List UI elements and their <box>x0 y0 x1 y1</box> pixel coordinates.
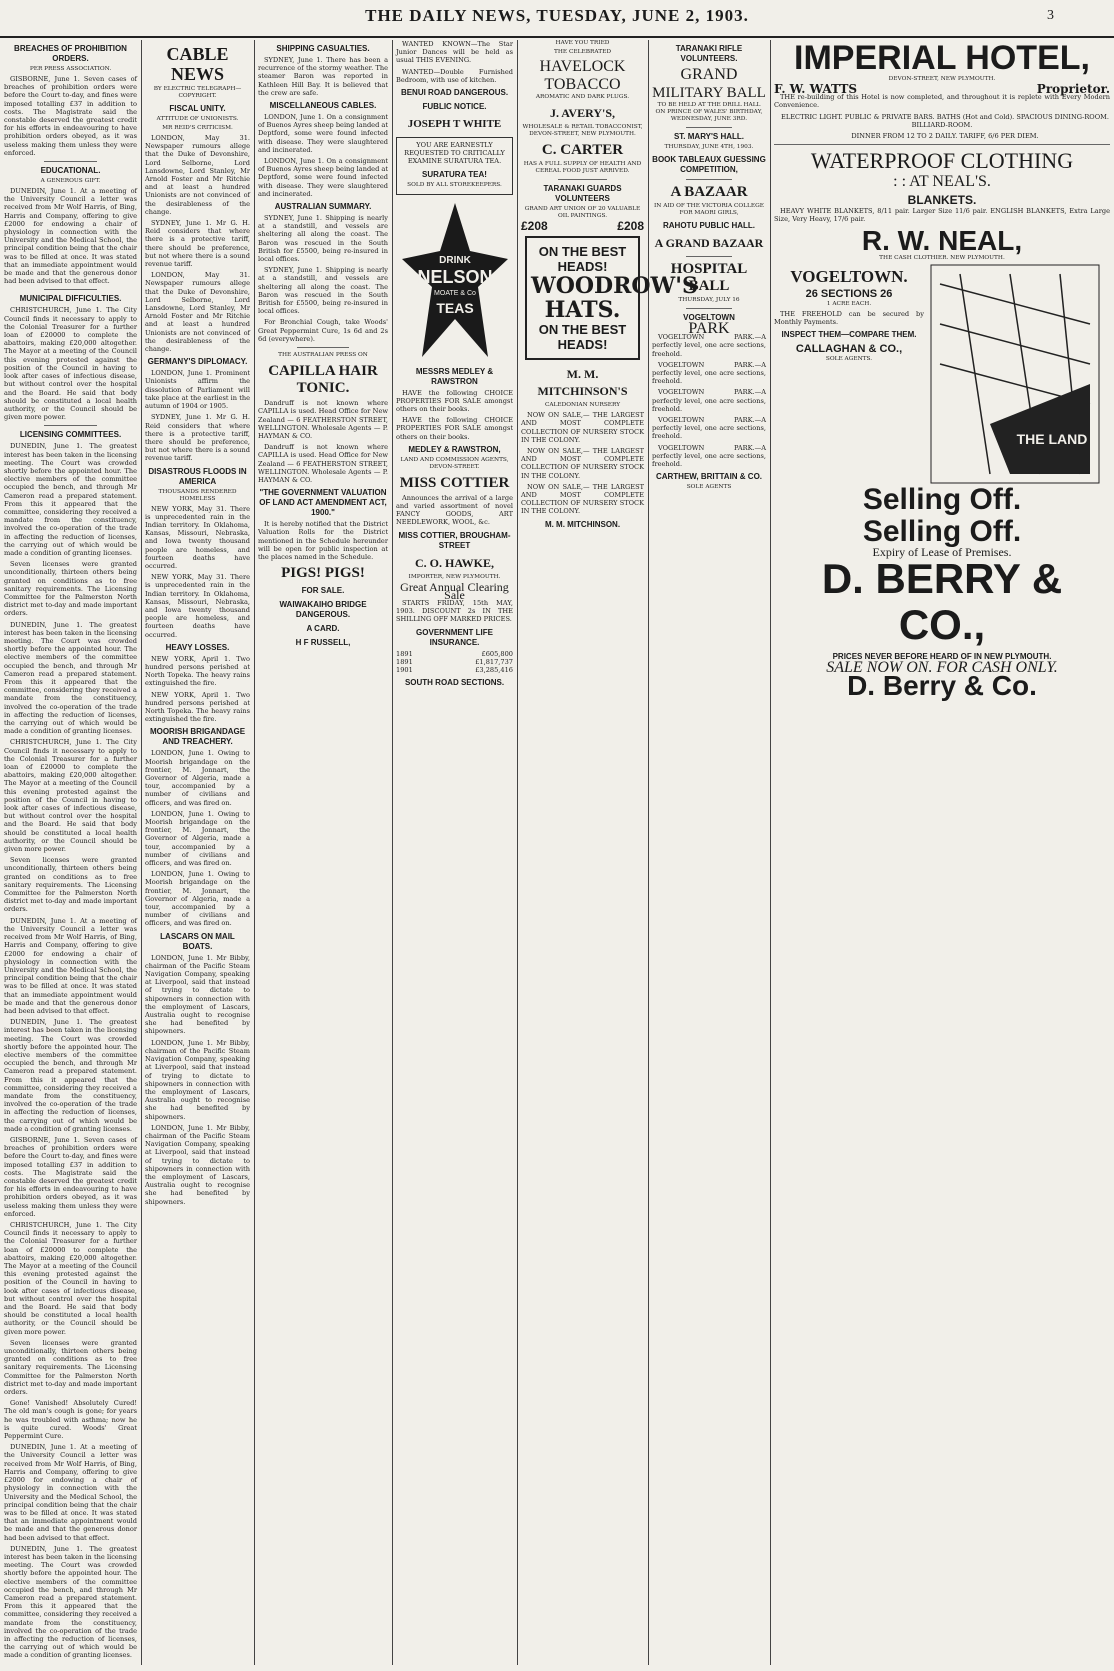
woodrow-hats-ad <box>525 236 698 360</box>
funds-year: 1891 <box>396 657 413 666</box>
column-5 <box>521 40 698 1665</box>
funds-amount: £3,285,416 <box>475 666 513 675</box>
column-rule <box>770 40 771 1665</box>
ad-caption: DEVON-STREET, NEW PLYMOUTH. <box>888 76 996 82</box>
vogeltown-map <box>930 264 1100 484</box>
suratura-ad <box>396 137 513 195</box>
masthead <box>0 0 1114 38</box>
ad-title: Selling Off. <box>862 514 1022 548</box>
column-2 <box>145 40 250 1665</box>
article-text: LONDON, June 1. On a consignment of Buenos Ayres sheep being landed at Deptford, some were found infected with disease. They were slaughtered and incinerated. <box>258 113 388 154</box>
proprietor-label: Proprietor. <box>1036 82 1110 96</box>
ad-title: RAHOTU PUBLIC HALL. <box>663 221 755 230</box>
ad-title: MISS COTTIER, BROUGHAM-STREET <box>398 530 511 550</box>
signature: H F RUSSELL, <box>295 638 351 648</box>
page-number: 3 <box>1047 8 1054 23</box>
ad-title: 26 SECTIONS 26 <box>805 287 893 300</box>
article-text: DUNEDIN, June 1. At a meeting of the University Council a letter was received from Mr Wolf Harris, of Bing, Harris and Company, offering to give £2000 for endowing a chair of physiology in connection with the University and the Medical School, the principal condition being that the chair was to be filled at once. It was stated that an immediate appointment would be made and that the generous donor had been advised to that effect. <box>4 1443 137 1542</box>
hat-brand: WOODROW'S HATS. <box>531 273 698 324</box>
headline: HEAVY LOSSES. <box>165 642 230 652</box>
ad-title: HOSPITAL BALL <box>670 261 748 294</box>
article-text: DUNEDIN, June 1. At a meeting of the University Council a letter was received from Mr Wolf Harris, of Bing, Harris and Company, offering to give £2000 for endowing a chair of physiology in connection with the University and the Medical School, the principal condition being that the chair was to be filled at once. It was stated that an immediate appointment would be made and that the generous donor had been advised to that effect. <box>4 187 137 286</box>
article-text: NEW YORK, May 31. There is unprecedented rain in the Indian territory. In Oklahoma, Kansas, Missouri, Nebraska, and Iowa twenty thousand people are homeless, and fourteen deaths have occurred. <box>145 573 250 639</box>
ad-title: Great Annual Clearing Sale <box>400 579 509 602</box>
nelson-label: NELSON <box>416 266 493 287</box>
headline: MUNICIPAL DIFFICULTIES. <box>19 294 122 304</box>
headline: MISCELLANEOUS CABLES. <box>269 101 377 111</box>
drink-label: DRINK <box>438 254 471 266</box>
ad-text: STARTS FRIDAY, 15th MAY, 1903. DISCOUNT 2s IN THE SHILLING OFF MARKED PRICES. <box>396 599 513 624</box>
nelson-teas-star-logo <box>400 201 510 361</box>
ad-text: HAVE the following CHOICE PROPERTIES FOR SALE amongst others on their books. <box>396 416 513 441</box>
notice-title: "THE GOVERNMENT VALUATION OF LAND ACT AMENDMENT ACT, 1900." <box>259 488 387 518</box>
ad-title: HAVELOCK <box>539 58 626 75</box>
article-text: DUNEDIN, June 1. The greatest interest has been taken in the licensing meeting. The Court was crowded shortly before the appointed hour. The elective members of the committee occupied the bench, and through Mr Cameron read a prepared statement. From this it appeared that the committee, considering they received a mandate from the constituency, involved the co-operation of the trade in affecting the reduction of licenses, the carrying out of which would be made a condition of granting licenses. <box>4 620 137 736</box>
ad-title: MEDLEY & RAWSTRON, <box>408 444 501 454</box>
ad-title: MESSRS MEDLEY & RAWSTRON <box>415 366 494 386</box>
ad-text: HAVE the following CHOICE PROPERTIES FOR SALE amongst others on their books. <box>396 388 513 414</box>
divider <box>44 289 97 290</box>
ad-text: NOW ON SALE,— THE LARGEST AND MOST COMPLETE COLLECTION OF NURSERY STOCK IN THE COLONY. <box>521 482 644 516</box>
headline: MOORISH BRIGANDAGE AND TREACHERY. <box>149 727 246 747</box>
article-text: LONDON, June 1. Mr Bibby, chairman of the Pacific Steam Navigation Company, speaking at Liverpool, said that instead of trying to dictate to shipowners in connection with the employment of Lascars, Australia ought to recognise she had benefited by shipowners. <box>145 1038 250 1121</box>
ad-title: SURATURA TEA! <box>422 169 487 179</box>
subheading: ATTITUDE OF UNIONISTS. <box>156 116 239 122</box>
ad-title: PIGS! PIGS! <box>281 565 365 582</box>
notice-text: It is hereby notified that the District Valuation Rolls for the District mentioned in the Schedule hereunder will be open for public inspection at the places named in the Schedule. <box>258 520 388 561</box>
ad-text: Announces the arrival of a large and varied assortment of novel FANCY GOODS, ART NEEDLEWORK, WOOL, &c. <box>396 493 513 527</box>
headline: LICENSING COMMITTEES. <box>19 430 122 440</box>
article-text: SYDNEY, June 1. Shipping is nearly at a standstill, and vessels are sheltering all along the coast. The Baron was rescued in the South British for £5500, being re-insured in local offices. <box>258 214 388 264</box>
ad-title: TARANAKI RIFLE VOLUNTEERS. <box>675 44 743 63</box>
ad-text: VOGELTOWN PARK.—A perfectly level, one acre sections, freehold. <box>652 333 766 358</box>
column-rule <box>517 40 518 1665</box>
funds-row <box>396 650 513 658</box>
ad-caption: THE AUSTRALIAN PRESS ON <box>278 352 368 359</box>
divider <box>297 347 349 348</box>
ad-text: NOW ON SALE,— THE LARGEST AND MOST COMPLETE COLLECTION OF NURSERY STOCK IN THE COLONY. <box>521 447 644 480</box>
article-text: LONDON, June 1. Owing to Moorish brigandage on the frontier, M. Jonnart, the Governor of Algeria, made a tour, accompanied by a number of civilians and officers, and was fired on. <box>145 870 250 928</box>
funds-amount: £1,817,737 <box>475 657 513 666</box>
ad-title: VOGELTOWN. <box>790 266 908 286</box>
article-text: Seven licenses were granted unconditionally, thirteen others being granted on conditions as to free sanitary requirements. The Licensing Committee for the Palmerston North district met to-day and made important orders. <box>4 560 137 618</box>
ad-caption: TO BE HELD AT THE DRILL HALL ON PRINCE OF WALES' BIRTHDAY, WEDNESDAY, JUNE 3RD. <box>655 102 763 122</box>
notice-title: A CARD. <box>306 624 340 634</box>
funds-year: 1901 <box>396 666 413 675</box>
article-text: LONDON, June 1. On a consignment of Buenos Ayres sheep being landed at Deptford, some were found infected with disease. They were slaughtered and incinerated. <box>258 157 388 198</box>
notice-title: WAIWAKAIHO BRIDGE DANGEROUS. <box>279 600 367 620</box>
classified-ad: WANTED KNOWN—The Star Junior Dances will be held as usual THIS EVENING. <box>396 40 513 65</box>
ad-text: VOGELTOWN PARK.—A perfectly level, one acre sections, freehold. <box>652 416 766 441</box>
ad-title: TOBACCO <box>544 76 621 93</box>
article-text: Seven licenses were granted unconditionally, thirteen others being granted on conditions as to free sanitary requirements. The Licensing Committee for the Palmerston North district met to-day and made important orders. <box>4 856 137 914</box>
ad-title: BLANKETS. <box>907 193 977 208</box>
ad-text: ELECTRIC LIGHT. PUBLIC & PRIVATE BARS. BATHS (Hot and Cold). SPACIOUS DINING-ROOM. BILLIARD-ROOM. <box>781 112 1109 129</box>
ad-text: Dandruff is not known where CAPILLA is used. Head Office for New Zealand — 6 FEATHERSTON STREET, WELLINGTON. Wholesale Agents — P. HAYMAN & CO. <box>258 399 388 440</box>
article-text: Seven licenses were granted unconditionally, thirteen others being granted on conditions as to free sanitary requirements. The Licensing Committee for the Palmerston North district met to-day and made important orders. <box>4 1338 137 1397</box>
article-text: LONDON, June 1. Mr Bibby, chairman of the Pacific Steam Navigation Company, speaking at Liverpool, said that instead of trying to dictate to shipowners in connection with the employment of Lascars, Australia ought to recognise she had benefited by shipowners. <box>145 953 250 1036</box>
ad-title: CARTHEW, BRITTAIN & CO. <box>655 472 763 482</box>
hat-slogan: ON THE BEST HEADS! <box>538 322 627 353</box>
column-rule <box>254 40 255 1665</box>
ad-title: CAPILLA HAIR TONIC. <box>268 363 378 397</box>
ad-title: : : AT NEAL'S. <box>893 173 991 191</box>
proprietor-name: F. W. WATTS <box>774 82 858 96</box>
column-6 <box>652 40 766 1665</box>
article-text: DUNEDIN, June 1. The greatest interest has been taken in the licensing meeting. The Court was crowded shortly before the appointed hour. The elective members of the committee occupied the bench, and through Mr Cameron read a prepared statement. From this it appeared that the committee, considering they received a mandate from the constituency, involved the co-operation of the trade in affecting the reduction of licenses, the carrying out of which would be made a condition of granting licenses. <box>4 1018 137 1133</box>
proprietor-row <box>774 82 1110 96</box>
ad-title: R. W. NEAL, <box>861 224 1023 256</box>
signature: M. M. MITCHINSON. <box>544 519 621 529</box>
divider <box>686 308 732 309</box>
ad-text: Dandruff is not known where CAPILLA is used. Head Office for New Zealand — 6 FEATHERSTON STREET, WELLINGTON. Wholesale Agents — P. HAYMAN & CO. <box>258 443 388 484</box>
article-text: SYDNEY, June 1. There has been a recurrence of the stormy weather. The steamer Baron was reported in Kathleen Hill Bay. It is believed that the crew are safe. <box>258 56 388 97</box>
vogeltown-text <box>774 264 924 484</box>
notice-title: FOR SALE. <box>301 586 345 596</box>
headline: EDUCATIONAL. <box>40 166 101 176</box>
ad-text: VOGELTOWN PARK.—A perfectly level, one acre sections, freehold. <box>652 443 766 469</box>
ad-caption: LAND AND COMMISSION AGENTS, DEVON-STREET. <box>400 456 509 470</box>
article-text: CHRISTCHURCH, June 1. The City Council finds it necessary to apply to the Colonial Treasurer for a further loan of £20000 to complete the abattoirs, making £20,000 altogether. The Mayor at a meeting of the Council this evening protested against the position of the Council in having to look after cases of infectious disease, but without control over the hospital and the Board. He said that body should be constituted a local health authority, or the Council should be given more power. <box>4 306 137 422</box>
ad-title: SALE NOW ON. FOR CASH ONLY. <box>826 658 1058 676</box>
ad-caption: HAS A FULL SUPPLY OF HEALTH AND CEREAL FOOD JUST ARRIVED. <box>523 161 642 174</box>
ad-title: ST. MARY'S HALL. <box>673 132 745 141</box>
ad-caption: HAVE YOU TRIED <box>555 40 610 46</box>
ad-title: A BAZAAR <box>670 184 748 200</box>
ad-title: GOVERNMENT LIFE INSURANCE. <box>416 627 493 647</box>
article-text: Gone! Vanished! Absolutely Cured! The old man's cough is gone; for years he was troubled with asthma; now he is quite cured. Woods' Great Peppermint Cure. <box>4 1399 137 1441</box>
map-label: THE LAND <box>1016 430 1088 447</box>
article-text: DUNEDIN, June 1. The greatest interest has been taken in the licensing meeting. The Court was crowded shortly before the appointed hour. The elective members of the committee occupied the bench, and through Mr Cameron read a prepared statement. From this it appeared that the committee, considering they received a mandate from the constituency, involved the co-operation of the trade in affecting the reduction of licenses, the carrying out of which would be made a condition of granting licenses. <box>4 1544 137 1660</box>
article-text: NEW YORK, April 1. Two hundred persons perished at North Topeka. The heavy rains extinguished the fire. <box>145 654 250 688</box>
funds-amount: £605,800 <box>481 649 513 658</box>
ad-title: J. AVERY'S, <box>549 106 616 120</box>
byline: BY ELECTRIC TELEGRAPH—COPYRIGHT. <box>153 86 242 99</box>
column-3 <box>258 40 388 1665</box>
ad-text: NOW ON SALE,— THE LARGEST AND MOST COMPLETE COLLECTION OF NURSERY STOCK IN THE COLONY. <box>521 411 644 444</box>
ad-text: VOGELTOWN PARK.—A perfectly level, one acre sections, freehold. <box>652 360 766 386</box>
prize-amount-right: £208 <box>617 219 644 233</box>
ad-title: INSPECT THEM—COMPARE THEM. <box>781 330 917 340</box>
column-1 <box>4 40 137 1665</box>
ad-caption: IMPORTER, NEW PLYMOUTH. <box>408 573 501 580</box>
article-text: CHRISTCHURCH, June 1. The City Council finds it necessary to apply to the Colonial Treasurer for a further loan of £20000 to complete the abattoirs, making £20,000 altogether. The Mayor at a meeting of the Council this evening protested against the position of the Council in having to look after cases of infectious disease, but without control over the hospital and the Board. He said that body should be constituted a local health authority, or the Council should be given more power. <box>4 738 137 854</box>
funds-year: 1891 <box>396 649 413 658</box>
article-text: SYDNEY, June 1. Shipping is nearly at a standstill, and vessels are sheltering all along the coast. The Baron was rescued in the South British for £5500, being re-insured in local offices. <box>258 266 388 316</box>
article-text: DUNEDIN, June 1. The greatest interest has been taken in the licensing meeting. The Court was crowded shortly before the appointed hour. The elective members of the committee occupied the bench, and through Mr Cameron read a prepared statement. From this it appeared that the committee, considering they received a mandate from the constituency, involved the co-operation of the trade in affecting the reduction of licenses, the carrying out of which would be made a condition of granting licenses. <box>4 442 137 557</box>
article-text: CHRISTCHURCH, June 1. The City Council finds it necessary to apply to the Colonial Treasurer for a further loan of £20000 to complete the abattoirs, making £20,000 altogether. The Mayor at a meeting of the Council this evening protested against the position of the Council in having to look after cases of infectious disease, but without control over the hospital and the Board. He said that body should be constituted a local health authority, or the Council should be given more power. <box>4 1221 137 1336</box>
headline: GERMANY'S DIPLOMACY. <box>147 357 248 367</box>
article-text: For Bronchial Cough, take Woods' Great Peppermint Cure, 1s 6d and 2s 6d (everywhere). <box>258 318 388 343</box>
column-4 <box>396 40 513 1665</box>
byline: PER PRESS ASSOCIATION. <box>29 66 112 72</box>
ad-text: PRICES NEVER BEFORE HEARD OF IN NEW PLYMOUTH. <box>832 651 1052 661</box>
ad-caption: THE CELEBRATED <box>554 49 611 55</box>
ad-caption: SOLD BY ALL STOREKEEPERS. <box>407 181 502 188</box>
divider <box>774 144 1110 145</box>
article-text: NEW YORK, April 1. Two hundred persons perished at North Topeka. The heavy rains extinguished the fire. <box>145 690 250 724</box>
ad-title: CALLAGHAN & CO., <box>795 343 903 356</box>
funds-row <box>396 666 513 674</box>
ad-text: VOGELTOWN PARK.—A perfectly level, one acre sections, freehold. <box>652 388 766 413</box>
ad-title: SOUTH ROAD SECTIONS. <box>404 678 505 688</box>
headline: FISCAL UNITY. <box>169 104 226 113</box>
ad-title: BOOK TABLEAUX GUESSING COMPETITION, <box>652 155 766 174</box>
ad-caption: SOLE AGENTS <box>686 484 732 491</box>
article-text: LONDON, June 1. Owing to Moorish brigandage on the frontier, M. Jonnart, the Governor of Algeria, made a tour, accompanied by a number of civilians and officers, and was fired on. <box>145 809 250 868</box>
ad-text: THE FREEHOLD can be secured by Monthly Payments. <box>774 309 924 326</box>
ad-text: YOU ARE EARNESTLY REQUESTED TO CRITICALLY EXAMINE SURATURA TEA. <box>404 141 505 166</box>
ad-title: WATERPROOF CLOTHING <box>810 148 1074 174</box>
ad-title: TARANAKI GUARDS VOLUNTEERS <box>543 184 622 203</box>
headline: SHIPPING CASUALTIES. <box>276 44 370 53</box>
article-text: GISBORNE, June 1. Seven cases of breaches of prohibition orders were before the Court to-day, and fines were imposed totalling £37 in addition to costs. The Magistrate said the constable deserved the greatest credit for his efforts in endeavouring to have prohibition orders obeyed, as it was useless making them unless they were enforced. <box>4 75 137 157</box>
funds-row <box>396 658 513 666</box>
divider <box>558 179 607 180</box>
article-text: SYDNEY, June 1. Mr G. H. Reid considers that where there is a protective tariff, there should be preference, but not where there is a sound revenue tariff. <box>145 219 250 269</box>
ad-title: C. CARTER <box>541 142 624 158</box>
article-text: SYDNEY, June 1. Mr G. H. Reid considers that where there is a protective tariff, there should be preference, but not where there is a sound revenue tariff. <box>145 413 250 463</box>
ad-title: D. Berry & Co. <box>847 670 1037 702</box>
headline: LASCARS ON MAIL BOATS. <box>160 931 235 951</box>
ad-caption: WHOLESALE & RETAIL TOBACCONIST, DEVON-STREET, NEW PLYMOUTH. <box>522 124 643 137</box>
column-7 <box>774 40 1110 1665</box>
ad-text: DINNER FROM 12 TO 2 DAILY. TARIFF, 6/6 PER DIEM. <box>851 132 1039 141</box>
divider <box>44 161 97 162</box>
divider <box>44 425 97 426</box>
notice-title: BENUI ROAD DANGEROUS. <box>400 88 509 98</box>
ad-caption: CALEDONIAN NURSERY <box>544 402 621 409</box>
ad-title: VOGELTOWN <box>683 313 735 322</box>
ad-caption: Expiry of Lease of Premises. <box>872 544 1012 559</box>
article-text: GISBORNE, June 1. Seven cases of breaches of prohibition orders were before the Court to-day, and fines were imposed totalling £37 in addition to costs. The Magistrate said the constable deserved the greatest credit for his efforts in endeavouring to have prohibition orders obeyed, as it was useless making them unless they were enforced. <box>4 1135 137 1218</box>
article-text: NEW YORK, May 31. There is unprecedented rain in the Indian territory. In Oklahoma, Kansas, Missouri, Nebraska, and Iowa twenty thousand people are homeless, and fourteen deaths have occurred. <box>145 504 250 570</box>
subheading: THOUSANDS RENDERED HOMELESS <box>158 488 237 502</box>
prize-banner <box>521 219 644 233</box>
ad-title: MISS COTTIER <box>399 474 510 491</box>
ad-caption: SOLE AGENTS. <box>825 356 873 363</box>
ad-title: D. BERRY & CO., <box>821 554 1063 648</box>
article-text: LONDON, June 1. Owing to Moorish brigandage on the frontier, M. Jonnart, the Governor of Algeria, made a tour, accompanied by a number of civilians and officers, and was fired on. <box>145 749 250 807</box>
ad-title: M. M. MITCHINSON'S <box>537 367 628 399</box>
section-title: CABLE NEWS <box>166 44 229 84</box>
notice-title: FUBLIC NOTICE. <box>422 102 487 112</box>
column-rule <box>141 40 142 1665</box>
article-text: LONDON, May 31. Newspaper rumours allege that the Duke of Devonshire, Lord Selborne, Lord Lansdowne, Lord Stanley, Mr Arnold Foster and Mr Ritchie and at least a hundred Unionists are not convinced of the desirableness of the change. <box>145 134 250 216</box>
article-text: DUNEDIN, June 1. At a meeting of the University Council a letter was received from Mr Wolf Harris, of Bing, Harris and Company, offering to give £2000 for endowing a chair of physiology in connection with the University and the Medical School, the principal condition being that the chair was to be filled at once. It was stated that an immediate appointment would be made and that the generous donor had been advised to that effect. <box>4 916 137 1015</box>
ad-title: MILITARY BALL <box>652 85 766 101</box>
ad-title: PARK <box>688 320 730 337</box>
headline: BREACHES OF PROHIBITION ORDERS. <box>14 44 127 63</box>
ad-text: HEAVY WHITE BLANKETS, 8/11 pair. Larger Size 11/6 pair. ENGLISH BLANKETS, Extra Large Size, Very Heavy, 17/6 pair. <box>774 207 1110 224</box>
divider <box>686 179 732 180</box>
headline: AUSTRALIAN SUMMARY. <box>274 202 372 212</box>
ad-title: C. O. HAWKE, <box>414 555 494 570</box>
prize-amount-left: £208 <box>521 219 548 233</box>
divider <box>686 256 732 257</box>
vogeltown-ad <box>774 264 1110 484</box>
article-text: LONDON, June 1. Mr Bibby, chairman of the Pacific Steam Navigation Company, speaking at Liverpool, said that instead of trying to dictate to shipowners in connection with the employment of Lascars, Australia ought to recognise she had benefited by shipowners. <box>145 1123 250 1206</box>
ad-title: JOSEPH T WHITE <box>407 118 502 131</box>
ad-title: A GRAND BAZAAR <box>654 236 764 250</box>
article-text: LONDON, June 1. Prominent Unionists affirm the dissolution of Parliament will take place at the earliest in the autumn of 1904 or 1905. <box>145 369 250 411</box>
ad-caption: THE CASH CLOTHIER. NEW PLYMOUTH. <box>879 254 1005 261</box>
teas-label: TEAS <box>435 299 474 316</box>
subheading: MR REID'S CRITICISM. <box>162 125 233 131</box>
column-rule <box>392 40 393 1665</box>
ad-caption: IN AID OF THE VICTORIA COLLEGE FOR MAORI GIRLS, <box>654 203 764 216</box>
ad-caption: 1 ACRE EACH. <box>826 300 872 307</box>
ad-caption: THURSDAY, JULY 16 <box>678 297 740 303</box>
headline: DISASTROUS FLOODS IN AMERICA <box>148 466 247 486</box>
ad-title: Selling Off. <box>862 482 1022 516</box>
ad-caption: AROMATIC AND DARK PLUGS. <box>535 94 630 100</box>
subheading: A GENEROUS GIFT. <box>40 178 101 185</box>
maker-label: MOATE & Co <box>433 289 476 297</box>
masthead-title: THE DAILY NEWS, TUESDAY, JUNE 2, 1903. <box>365 6 749 25</box>
hat-slogan: ON THE BEST HEADS! <box>538 244 627 275</box>
ad-caption: THURSDAY, JUNE 4TH, 1903. <box>664 144 754 150</box>
ad-title: GRAND <box>680 66 738 83</box>
classified-ad: WANTED—Double Furnished Bedroom, with use of kitchen. <box>396 67 513 84</box>
ad-caption: GRAND ART UNION OF 20 VALUABLE OIL PAINTINGS. <box>524 206 641 219</box>
divider <box>686 127 732 128</box>
article-text: LONDON, May 31. Newspaper rumours allege that the Duke of Devonshire, Lord Selborne, Lord Lansdowne, Lord Stanley, Mr Arnold Foster and Mr Ritchie and at least a hundred Unionists are not convinced of the desirableness of the change. <box>145 271 250 354</box>
ad-title: IMPERIAL HOTEL, <box>794 39 1090 77</box>
ad-text: THE re-building of this Hotel is now completed, and throughout it is replete with Every Modern Convenience. <box>774 93 1110 110</box>
